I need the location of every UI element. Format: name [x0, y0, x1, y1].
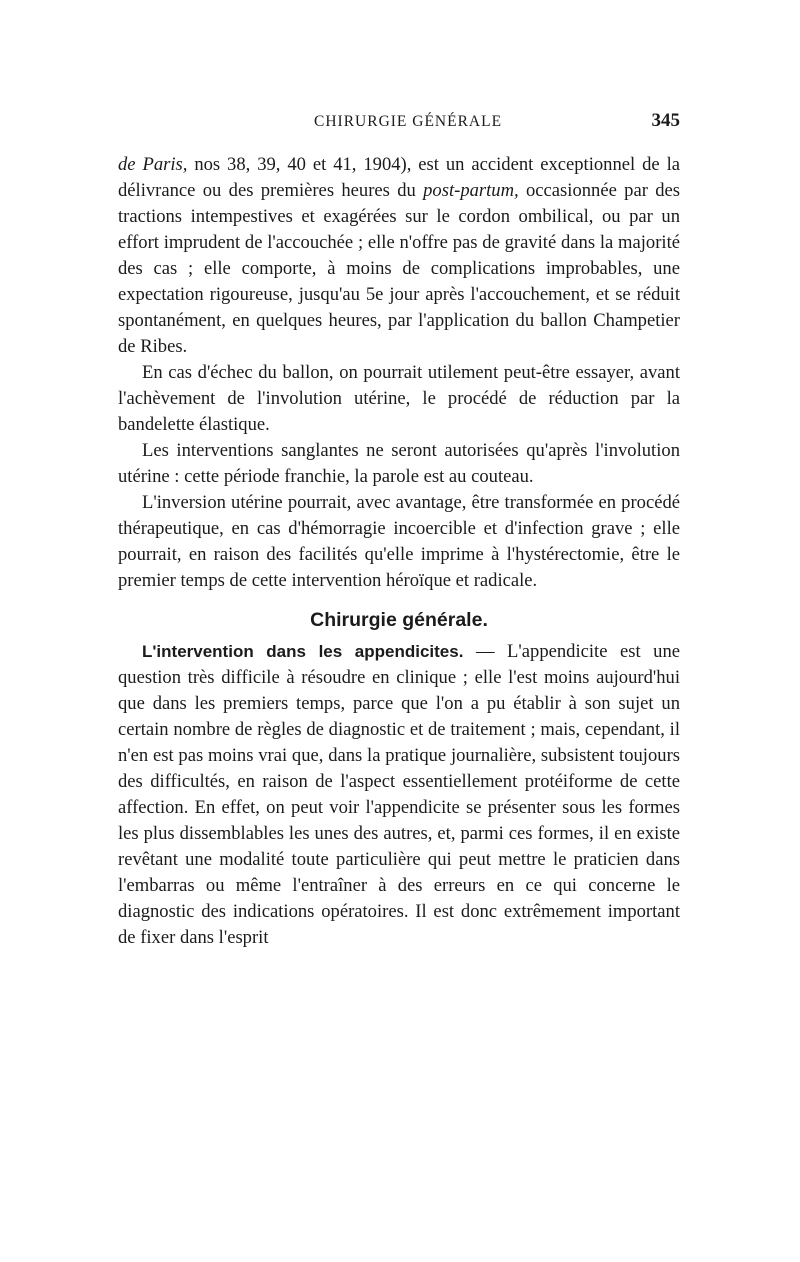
paragraph-text: nos 38, 39, 40 et 41, 1904), est un accident exceptionnel de la délivrance ou des premières heures du — [118, 154, 680, 201]
paragraph-section — [118, 639, 680, 951]
section-heading: Chirurgie générale. — [310, 609, 488, 631]
running-head — [118, 110, 680, 139]
paragraph-text: occasionnée par des tractions intempestives et exagérées sur le cordon ombilical, ou par un effort imprudent de l'accouchée ; elle n'offre pas de gravité dans la majorité des cas ; elle comporte, à moins de complications improbables, une expectation rigoureuse, jusqu'au 5e jour après l'accouchement, et se réduit spontanément, en quelques heures, par l'application du ballon Champetier de Ribes. — [118, 180, 681, 357]
term-italic: post-partum, — [423, 180, 519, 201]
paragraph: L'inversion utérine pourrait, avec avantage, être transformée en procédé thérapeutique, en cas d'hémorragie incoercible et d'infection grave ; elle pourrait, en raison des facilités qu'elle imprime à l'hystérectomie, être le premier temps de cette intervention héroïque et radicale. — [118, 492, 680, 591]
paragraph-text: — L'appendicite est une question très difficile à résoudre en clinique ; elle l'est moins aujourd'hui que dans les premiers temps, parce que l'on a pu établir à son sujet un certain nombre de règles de diagnostic et de traitement ; mais, cependant, il n'en est pas moins vrai que, dans la pratique journalière, subsistent toujours des difficultés, en raison de l'aspect essentiellement protéiforme de cette affection. En effet, on peut voir l'appendicite se présenter sous les formes les plus dissemblables les unes des autres, et, parmi ces formes, il en existe revêtant une modalité toute particulière qui peut mettre le praticien dans l'embarras ou même l'entraîner à des erreurs en ce qui concerne le diagnostic des indications opératoires. Il est donc extrêmement important de fixer dans l'esprit — [118, 641, 680, 948]
paragraph-continuation — [118, 152, 680, 360]
paragraph: Les interventions sanglantes ne seront autorisées qu'après l'involution utérine : cette période franchie, la parole est au couteau. — [118, 440, 680, 487]
citation-italic: de Paris, — [118, 154, 188, 175]
page-number: 345 — [651, 110, 680, 131]
paragraph: En cas d'échec du ballon, on pourrait utilement peut-être essayer, avant l'achèvement de l'involution utérine, le procédé de réduction par la bandelette élastique. — [118, 362, 680, 435]
running-title: CHIRURGIE GÉNÉRALE — [314, 113, 503, 130]
paragraph-lead-title: L'intervention dans les appendicites. — [142, 642, 464, 661]
body-text — [118, 152, 680, 951]
